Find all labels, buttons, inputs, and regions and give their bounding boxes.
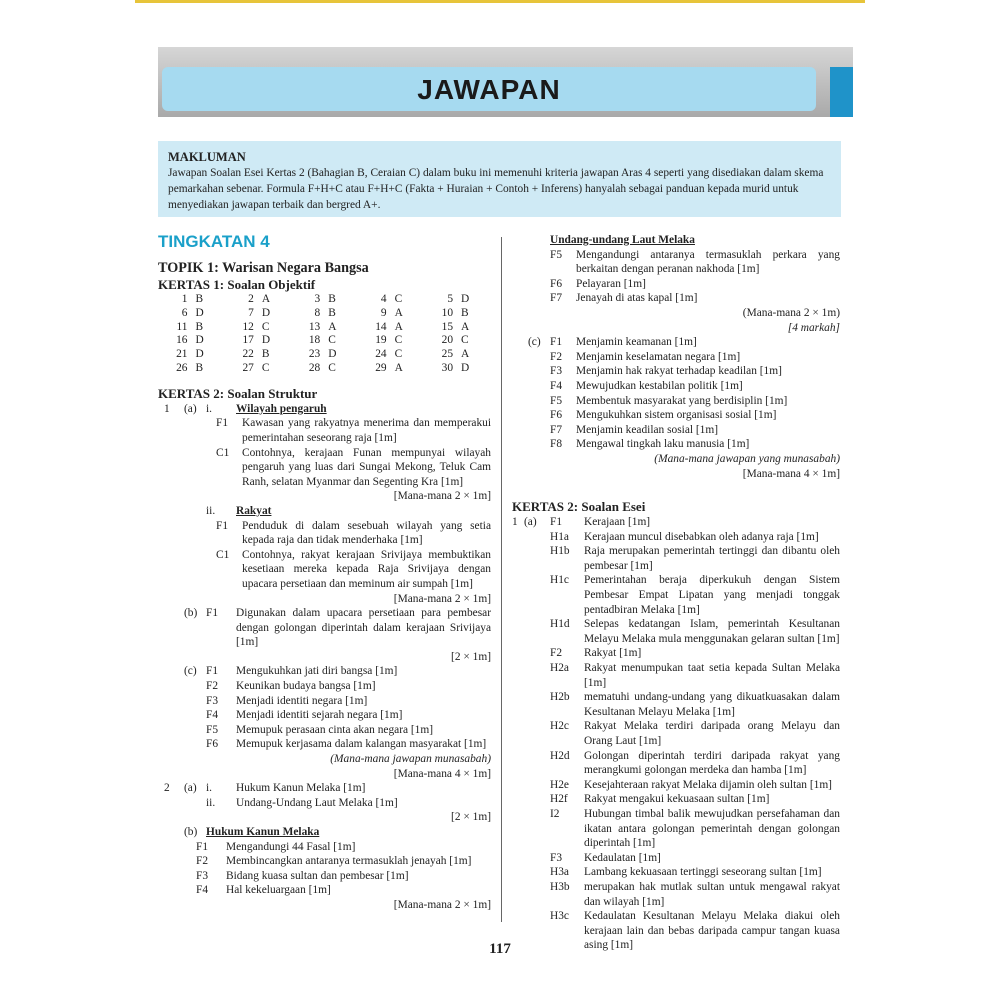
question-number: 13 <box>308 320 321 333</box>
answer-letter: C <box>394 348 403 361</box>
answer-code: I2 <box>550 807 560 820</box>
answer-text: Menjadi identiti negara [1m] <box>236 694 368 707</box>
answer-code: F8 <box>550 438 563 451</box>
section-heading: TINGKATAN 4 <box>158 232 270 251</box>
answer-item <box>550 515 840 530</box>
notice-text: Jawapan Soalan Esei Kertas 2 (Bahagian B, Ceraian C) dalam buku ini memenuhi kriteria jawapan Aras 4 seperti yang disediakan dalam skema pemarkahan sebenar. Formula F+H+C atau F+H+C (Fakta + Huraian + Contoh + Inferens) hanyalah sebagai panduan kepada murid untuk menyediakan jawapan terbaik dan bergred A+. <box>168 167 824 211</box>
subheading: Undang-undang Laut Melaka <box>550 234 695 246</box>
paper2-essay-heading: KERTAS 2: Soalan Esei <box>512 499 646 515</box>
paper1-heading: KERTAS 1: Soalan Objektif <box>158 277 316 292</box>
title-banner <box>162 67 816 111</box>
answer-code: F6 <box>206 738 219 751</box>
question-number: 18 <box>308 334 321 347</box>
mark-note: [Mana-mana 4 × 1m] <box>393 767 491 780</box>
answer-code: F2 <box>550 350 563 363</box>
question-number: 20 <box>441 334 454 347</box>
answer-letter: D <box>261 306 271 319</box>
mark-note: [Mana-mana 2 × 1m] <box>393 898 491 911</box>
question-2b: (b) Hukum Kanun Melaka <box>158 825 491 840</box>
answer-text: Hubungan timbal balik mewujudkan persefahaman dan ikatan antara golongan pemerintah dengan golongan diperintah [1m] <box>584 807 840 850</box>
question-number: 1 <box>181 293 188 305</box>
answer-text: Bidang kuasa sultan dan pembesar [1m] <box>226 869 409 882</box>
answer-letter: A <box>328 320 337 333</box>
answer-item <box>550 544 840 573</box>
question-1b: (b) F1 Digunakan dalam upacara persetiaan para pembesar dengan golongan diperintah dalam kerajaan Srivijaya [1m] <box>184 607 491 649</box>
question-number: 17 <box>242 334 254 347</box>
answer-item <box>550 749 840 778</box>
answer-code: F5 <box>206 723 219 736</box>
question-number: 7 <box>248 306 254 319</box>
answer-item <box>158 869 491 884</box>
answer-code: F6 <box>550 409 563 422</box>
paper2-structure-heading: KERTAS 2: Soalan Struktur <box>158 385 318 401</box>
answer-list <box>158 416 491 489</box>
answer-text: Hukum Kanun Melaka [1m] <box>236 782 366 795</box>
answer-text: Pelayaran [1m] <box>576 277 646 290</box>
answer-text: Rakyat [1m] <box>584 647 642 660</box>
question-number: 30 <box>441 361 454 374</box>
answer-code: F2 <box>206 680 219 693</box>
answer-letter: C <box>328 361 336 374</box>
mark-note: [Mana-mana 4 × 1m] <box>742 467 840 480</box>
objective-row <box>158 293 490 307</box>
answer-item <box>206 723 491 738</box>
answer-item <box>158 548 491 592</box>
answer-text: Undang-Undang Laut Melaka [1m] <box>236 796 398 809</box>
objective-row <box>158 362 490 376</box>
notice-box <box>158 141 841 217</box>
column-divider <box>501 237 502 922</box>
answer-text: Memupuk perasaan cinta akan negara [1m] <box>236 723 434 736</box>
answer-letter: D <box>195 348 204 361</box>
answer-code: F1 <box>216 519 229 532</box>
answer-item <box>550 807 840 851</box>
answer-text: Mengukuhkan sistem organisasi sosial [1m] <box>576 409 777 422</box>
answer-text: Rakyat mengakui kekuasaan sultan [1m] <box>584 793 770 806</box>
question-number: 3 <box>314 293 321 305</box>
answer-code: H1d <box>550 618 570 631</box>
answer-code: F3 <box>206 694 219 707</box>
page-number: 117 <box>489 941 511 957</box>
left-column <box>158 231 491 913</box>
answer-letter: A <box>394 306 403 319</box>
answer-code: F7 <box>550 423 563 436</box>
answer-code: F1 <box>216 417 229 430</box>
answer-item <box>512 291 840 306</box>
answer-text: Pemerintahan beraja diperkukuh dengan Sistem Pembesar Empat Lipatan yang menjadi tonggak pentadbiran Melaka [1m] <box>584 574 840 616</box>
answer-text: Menjadi identiti sejarah negara [1m] <box>236 709 403 722</box>
answer-item <box>158 519 491 548</box>
answer-code: H2b <box>550 691 570 704</box>
question-number: 16 <box>176 334 188 347</box>
answer-code: C1 <box>216 548 230 561</box>
answer-item <box>206 796 491 811</box>
total-mark: [4 markah] <box>787 321 840 334</box>
answer-text: mematuhi undang-undang yang dikuatkuasakan dalam Kesultanan Melayu Melaka [1m] <box>584 691 840 718</box>
answer-item <box>206 664 491 679</box>
answer-code: ii. <box>206 796 216 809</box>
question-number: 15 <box>441 320 454 333</box>
answer-code: H3c <box>550 910 569 923</box>
answer-text: merupakan hak mutlak sultan untuk mengawal rakyat dan wilayah [1m] <box>584 880 840 908</box>
answer-letter: B <box>328 293 336 305</box>
answer-item <box>550 350 840 365</box>
answer-code: H2c <box>550 720 569 733</box>
mark-note: [Mana-mana 2 × 1m] <box>393 592 491 605</box>
answer-code: F5 <box>550 394 563 407</box>
question-number: 22 <box>242 348 254 361</box>
answer-text: Golongan diperintah terdiri daripada rakyat yang merangkumi golongan merdeka dan hamba [1m] <box>584 749 840 777</box>
objective-answer-table <box>158 293 490 376</box>
answer-item <box>550 617 840 646</box>
answer-code: F1 <box>550 336 563 349</box>
answer-item <box>206 781 491 796</box>
answer-item <box>550 792 840 807</box>
answer-code: H1c <box>550 574 569 587</box>
answer-code: F3 <box>550 851 563 864</box>
question-number: 12 <box>242 320 254 333</box>
answer-list <box>512 248 840 306</box>
answer-code: F4 <box>196 884 209 897</box>
answer-letter: D <box>261 334 271 347</box>
question-number: 29 <box>375 361 387 374</box>
objective-row <box>158 307 490 321</box>
answer-text: Mengawal tingkah laku manusia [1m] <box>576 438 750 451</box>
answer-letter: D <box>195 334 204 347</box>
answer-code: F6 <box>550 277 563 290</box>
answer-item <box>206 737 491 752</box>
answer-code: H3a <box>550 866 569 879</box>
right-column <box>512 233 840 953</box>
objective-row <box>158 348 490 362</box>
answer-code: H2a <box>550 662 569 675</box>
question-number: 27 <box>242 361 254 374</box>
answer-text: Hal kekeluargaan [1m] <box>226 884 331 897</box>
answer-item <box>158 840 491 855</box>
answer-letter: C <box>461 334 469 347</box>
answer-item <box>550 394 840 409</box>
question-number: 2 <box>248 293 254 305</box>
question-number: 28 <box>308 361 321 374</box>
top-rule <box>135 0 865 3</box>
answer-letter: B <box>195 361 204 374</box>
question-number: 23 <box>308 348 321 361</box>
answer-text: Kesejahteraan rakyat Melaka dijamin oleh sultan [1m] <box>584 778 832 791</box>
mark-note: [Mana-mana 2 × 1m] <box>393 490 491 503</box>
answer-text: Kedaulatan Kesultanan Melayu Melaka diakui oleh kerajaan lain dan bebas daripada campur tangan kuasa asing [1m] <box>584 910 840 952</box>
answer-text: Kerajaan muncul disebabkan oleh adanya raja [1m] <box>584 530 819 543</box>
answer-code: F3 <box>196 869 209 882</box>
subheading: Hukum Kanun Melaka <box>206 826 320 838</box>
answer-letter: A <box>261 293 271 305</box>
answer-letter: D <box>461 293 470 305</box>
answer-letter: C <box>261 320 270 333</box>
answer-code: F4 <box>550 379 563 392</box>
answer-item <box>158 446 491 490</box>
answer-code: H2d <box>550 749 570 762</box>
answer-text: Rakyat Melaka terdiri daripada orang Melayu dan Orang Laut [1m] <box>584 720 840 747</box>
question-number: 24 <box>375 348 387 361</box>
answer-item <box>512 277 840 292</box>
answer-item <box>206 679 491 694</box>
answer-text: Kerajaan [1m] <box>584 516 651 529</box>
question-number: 8 <box>314 306 321 319</box>
answer-text: Menjamin keadilan sosial [1m] <box>576 423 719 436</box>
answer-letter: D <box>328 348 337 361</box>
question-number: 19 <box>375 334 387 347</box>
question-number: 10 <box>441 306 454 319</box>
answer-item <box>158 416 491 445</box>
question-1a-i: 1 (a) i. Wilayah pengaruh <box>158 402 491 417</box>
mark-note: [2 × 1m] <box>451 811 491 824</box>
answer-code: H2e <box>550 778 569 791</box>
answer-code: C1 <box>216 446 230 459</box>
question-number: 26 <box>176 361 188 374</box>
answer-letter: A <box>394 361 403 374</box>
answer-letter: B <box>195 293 204 305</box>
answer-letter: C <box>394 293 403 305</box>
answer-text: Membentuk masyarakat yang berdisiplin [1m] <box>576 394 788 407</box>
answer-text: Menjamin keselamatan negara [1m] <box>576 350 741 363</box>
answer-item <box>550 335 840 350</box>
subheading: Rakyat <box>236 504 272 517</box>
answer-text: Memupuk kerjasama dalam kalangan masyarakat [1m] <box>236 738 487 751</box>
answer-item <box>158 854 491 869</box>
answer-code: H1a <box>550 530 569 543</box>
question-number: 14 <box>375 320 387 333</box>
question-2a: 2 (a) i. Hukum Kanun Melaka [1m] ii. Undang-Undang Laut Melaka [1m] <box>158 781 491 810</box>
answer-code: F7 <box>550 292 563 305</box>
answer-text: Penduduk di dalam sesebuah wilayah yang setia kepada raja dan tidak menderhaka [1m] <box>242 519 491 547</box>
answer-item <box>206 708 491 723</box>
answer-item <box>550 408 840 423</box>
question-number: 4 <box>380 293 387 305</box>
mark-note: [2 × 1m] <box>451 650 491 663</box>
question-number: 11 <box>176 320 188 333</box>
answer-letter: B <box>195 320 204 333</box>
answer-item <box>550 530 840 545</box>
answer-item <box>512 248 840 277</box>
essay-1a: 1 (a) F1 Kerajaan [1m] H1a Kerajaan muncul disebabkan oleh adanya raja [1m] H1b Raja merupakan pemerintah tertinggi dan dibantu oleh pembesar [1m] H1c Pemerintahan beraja diperkukuh dengan Sistem Pembesar Empat Lipatan yang menjadi tonggak pentadbiran Melaka [1m] H1d Selepas kedatangan Islam, pemerintah Kesultanan Melayu Melaka mula menggunakan gelaran sultan [1m] F2 Rakyat [1m] H2a Rakyat menumpukan taat setia kepada Sultan Melaka [1m] H2b mematuhi undang-undang yang dikuatkuasakan dalam Kesultanan Melayu Melaka [1m] H2c Rakyat Melaka terdiri daripada orang Melayu dan Orang Laut [1m] H2d Golongan diperintah terdiri daripada rakyat yang merangkumi golongan merdeka dan hamba [1m] H2e Kesejahteraan rakyat Melaka dijamin oleh sultan [1m] H2f Rakyat mengakui kekuasaan sultan [1m] I2 Hubungan timbal balik mewujudkan persefahaman dan ikatan antara golongan pemerintah dengan golongan diperintah [1m] F3 Kedaulatan [1m] H3a Lambang kekuasaan tertinggi seseorang sultan [1m] H3b merupakan hak mutlak sultan untuk mengawal rakyat dan wilayah [1m] H3c Kedaulatan Kesultanan Melayu Melaka diakui oleh kerajaan lain dan bebas daripada campur tangan kuasa asing [1m] <box>512 516 840 952</box>
question-number: 6 <box>181 306 188 319</box>
question-number: 21 <box>176 348 188 361</box>
answer-text: Lambang kekuasaan tertinggi seseorang sultan [1m] <box>584 866 822 879</box>
answer-text: Keunikan budaya bangsa [1m] <box>236 680 376 693</box>
notice-title: MAKLUMAN <box>168 150 246 164</box>
answer-item <box>550 661 840 690</box>
question-number: 5 <box>447 293 454 305</box>
answer-item <box>206 694 491 709</box>
answer-text: Jenayah di atas kapal [1m] <box>576 292 698 305</box>
topic-heading: TOPIK 1: Warisan Negara Bangsa <box>158 260 369 276</box>
answer-code: F4 <box>206 709 219 722</box>
question-2c: (c) F1 Menjamin keamanan [1m] F2 Menjamin keselamatan negara [1m] F3 Menjamin hak rakyat terhadap keadilan [1m] F4 Mewujudkan kestabilan politik [1m] F5 Membentuk masyarakat yang berdisiplin [1m] F6 Mengukuhkan sistem organisasi sosial [1m] F7 Menjamin keadilan sosial [1m] F8 Mengawal tingkah laku manusia [1m] <box>512 335 840 452</box>
answer-letter: A <box>461 320 470 333</box>
answer-text: Mengandungi antaranya termasuklah perkara yang berkaitan dengan peranan nakhoda [1m] <box>576 248 840 276</box>
objective-row <box>158 321 490 335</box>
answer-text: Selepas kedatangan Islam, pemerintah Kesultanan Melayu Melaka mula menggunakan gelaran sultan [1m] <box>584 618 840 645</box>
answer-code: F5 <box>550 248 563 261</box>
answer-item <box>550 646 840 661</box>
answer-letter: D <box>195 306 204 319</box>
answer-item <box>550 851 840 866</box>
answer-text: Mengandungi 44 Fasal [1m] <box>226 840 356 853</box>
answer-code: F1 <box>196 840 209 853</box>
answer-note: (Mana-mana jawapan munasabah) <box>330 753 491 766</box>
answer-code: F2 <box>196 855 209 868</box>
answer-code: F1 <box>550 516 563 529</box>
banner-accent-bar <box>830 67 853 117</box>
answer-code: F1 <box>206 665 219 678</box>
answer-item <box>550 719 840 748</box>
answer-code: H2f <box>550 793 568 806</box>
question-1a-ii: ii. Rakyat <box>158 504 491 519</box>
answer-item <box>550 437 840 452</box>
answer-letter: C <box>328 334 336 347</box>
answer-letter: B <box>461 306 469 319</box>
answer-code: i. <box>206 782 213 795</box>
answer-letter: C <box>261 361 270 374</box>
answer-letter: D <box>461 361 470 374</box>
answer-item <box>550 880 840 909</box>
answer-note: (Mana-mana jawapan yang munasabah) <box>654 452 840 465</box>
answer-letter: A <box>461 348 470 361</box>
answer-code: H1b <box>550 545 570 558</box>
answer-text: Membincangkan antaranya termasuklah jenayah [1m] <box>226 855 472 868</box>
answer-text: Mewujudkan kestabilan politik [1m] <box>576 379 743 392</box>
answer-text: Mengukuhkan jati diri bangsa [1m] <box>236 665 398 678</box>
objective-row <box>158 334 490 348</box>
answer-letter: B <box>261 348 270 361</box>
answer-text: Menjamin hak rakyat terhadap keadilan [1m] <box>576 365 782 378</box>
mark-note: (Mana-mana 2 × 1m) <box>742 306 840 319</box>
answer-text: Contohnya, kerajaan Funan mempunyai wilayah pengaruh yang luas dari Sungai Mekong, Teluk Cam Ranh, selatan Myanmar dan Segenting Kra [1m] <box>242 446 491 488</box>
answer-code: H3b <box>550 880 570 893</box>
answer-code: F3 <box>550 365 563 378</box>
answer-list <box>158 840 491 898</box>
answer-text: Rakyat menumpukan taat setia kepada Sultan Melaka [1m] <box>584 662 840 689</box>
answer-letter: A <box>394 320 403 333</box>
answer-text: Kedaulatan [1m] <box>584 851 661 864</box>
answer-item <box>550 690 840 719</box>
answer-item <box>158 883 491 898</box>
page-title: JAWAPAN <box>417 74 561 105</box>
answer-item <box>550 778 840 793</box>
answer-letter: C <box>394 334 403 347</box>
question-number: 25 <box>441 348 454 361</box>
answer-item <box>550 364 840 379</box>
answer-item <box>550 379 840 394</box>
answer-text: Contohnya, rakyat kerajaan Srivijaya membuktikan kesetiaan mereka kepada Raja Srivijaya dengan upacara persetiaan dan meminum air sumpah [1m] <box>242 548 491 590</box>
answer-list <box>158 519 491 592</box>
answer-item <box>550 423 840 438</box>
question-1c: (c) F1 Mengukuhkan jati diri bangsa [1m] F2 Keunikan budaya bangsa [1m] F3 Menjadi identiti negara [1m] F4 Menjadi identiti sejarah negara [1m] F5 Memupuk perasaan cinta akan negara [1m] F6 Memupuk kerjasama dalam kalangan masyarakat [1m] <box>158 664 491 752</box>
answer-letter: B <box>328 306 336 319</box>
answer-item <box>550 865 840 880</box>
subheading: Wilayah pengaruh <box>236 402 327 415</box>
answer-code: F2 <box>550 647 563 660</box>
answer-text: Raja merupakan pemerintah tertinggi dan dibantu oleh pembesar [1m] <box>584 545 840 572</box>
answer-text: Kawasan yang rakyatnya menerima dan memperakui pemerintahan seseorang raja [1m] <box>242 417 491 444</box>
answer-text: Menjamin keamanan [1m] <box>576 336 697 349</box>
question-number: 9 <box>380 306 387 319</box>
answer-item <box>550 573 840 617</box>
